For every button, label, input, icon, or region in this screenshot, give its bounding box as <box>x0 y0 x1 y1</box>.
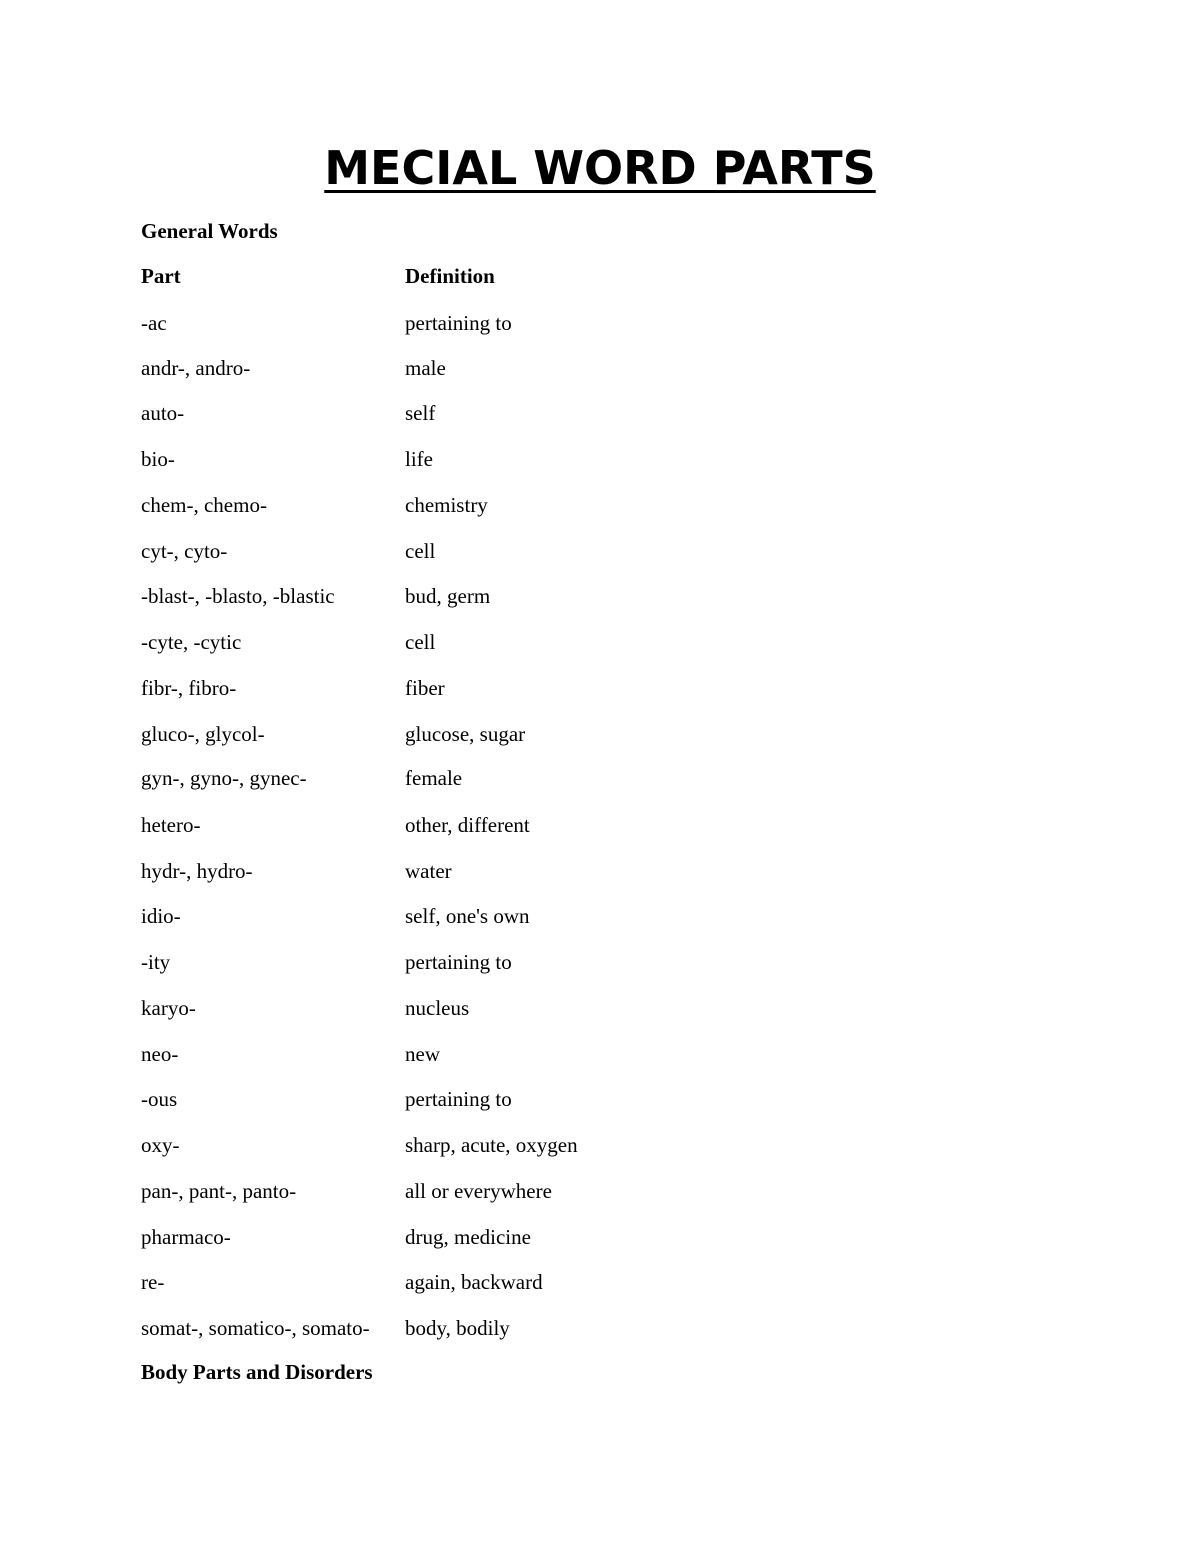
word-part: idio- <box>141 904 181 928</box>
table-row <box>141 674 841 702</box>
table-row <box>141 811 841 839</box>
table-row <box>141 1085 841 1113</box>
word-part: hydr-, hydro- <box>141 859 253 883</box>
word-part: gyn-, gyno-, gynec- <box>141 766 307 790</box>
column-header-part: Part <box>141 264 181 288</box>
column-header-definition: Definition <box>405 264 495 288</box>
word-part: auto- <box>141 401 185 425</box>
word-part: hetero- <box>141 813 201 837</box>
table-row <box>141 582 841 610</box>
word-part: oxy- <box>141 1133 180 1157</box>
table-row <box>141 1314 841 1342</box>
table-row <box>141 309 841 337</box>
word-part: bio- <box>141 447 175 471</box>
table-row <box>141 1223 841 1251</box>
word-part: gluco-, glycol- <box>141 722 265 746</box>
word-definition: sharp, acute, oxygen <box>405 1133 578 1157</box>
table-row <box>141 720 841 748</box>
word-definition: all or everywhere <box>405 1179 552 1203</box>
word-definition: pertaining to <box>405 1087 512 1111</box>
word-definition: other, different <box>405 813 530 837</box>
word-part: -ous <box>141 1087 178 1111</box>
word-part: -ity <box>141 950 171 974</box>
word-definition: female <box>405 766 463 790</box>
table-row <box>141 902 841 930</box>
word-definition: drug, medicine <box>405 1225 531 1249</box>
section-heading-general-words: General Words <box>141 219 278 243</box>
table-row <box>141 994 841 1022</box>
word-part: -ac <box>141 311 167 335</box>
word-definition: male <box>405 356 446 380</box>
table-row <box>141 537 841 565</box>
word-part: neo- <box>141 1042 179 1066</box>
table-header-row <box>141 262 841 290</box>
word-part: -cyte, -cytic <box>141 630 242 654</box>
word-definition: cell <box>405 539 436 563</box>
table-row <box>141 764 841 792</box>
table-row <box>141 399 841 427</box>
word-part: somat-, somatico-, somato- <box>141 1316 370 1340</box>
word-definition: body, bodily <box>405 1316 510 1340</box>
table-row <box>141 1131 841 1159</box>
word-definition: self <box>405 401 436 425</box>
word-definition: self, one's own <box>405 904 530 928</box>
word-part: fibr-, fibro- <box>141 676 237 700</box>
word-definition: again, backward <box>405 1270 543 1294</box>
table-row <box>141 354 841 382</box>
word-part: karyo- <box>141 996 196 1020</box>
word-definition: pertaining to <box>405 950 512 974</box>
word-definition: chemistry <box>405 493 488 517</box>
table-row <box>141 1268 841 1296</box>
word-part: -blast-, -blasto, -blastic <box>141 584 335 608</box>
document-title <box>0 140 1200 196</box>
table-row <box>141 628 841 656</box>
word-definition: water <box>405 859 452 883</box>
document-title-text: MECIAL WORD PARTS <box>324 141 876 195</box>
section-heading-body-parts: Body Parts and Disorders <box>141 1360 373 1384</box>
table-row <box>141 1040 841 1068</box>
word-definition: cell <box>405 630 436 654</box>
word-part: pharmaco- <box>141 1225 231 1249</box>
table-row <box>141 948 841 976</box>
word-definition: glucose, sugar <box>405 722 526 746</box>
word-part: cyt-, cyto- <box>141 539 228 563</box>
word-part: chem-, chemo- <box>141 493 267 517</box>
word-definition: pertaining to <box>405 311 512 335</box>
table-row <box>141 857 841 885</box>
word-part: pan-, pant-, panto- <box>141 1179 297 1203</box>
table-row <box>141 491 841 519</box>
word-definition: bud, germ <box>405 584 491 608</box>
word-definition: life <box>405 447 433 471</box>
word-definition: fiber <box>405 676 445 700</box>
table-row <box>141 445 841 473</box>
table-row <box>141 1177 841 1205</box>
word-definition: new <box>405 1042 440 1066</box>
word-part: re- <box>141 1270 165 1294</box>
word-definition: nucleus <box>405 996 470 1020</box>
word-part: andr-, andro- <box>141 356 251 380</box>
